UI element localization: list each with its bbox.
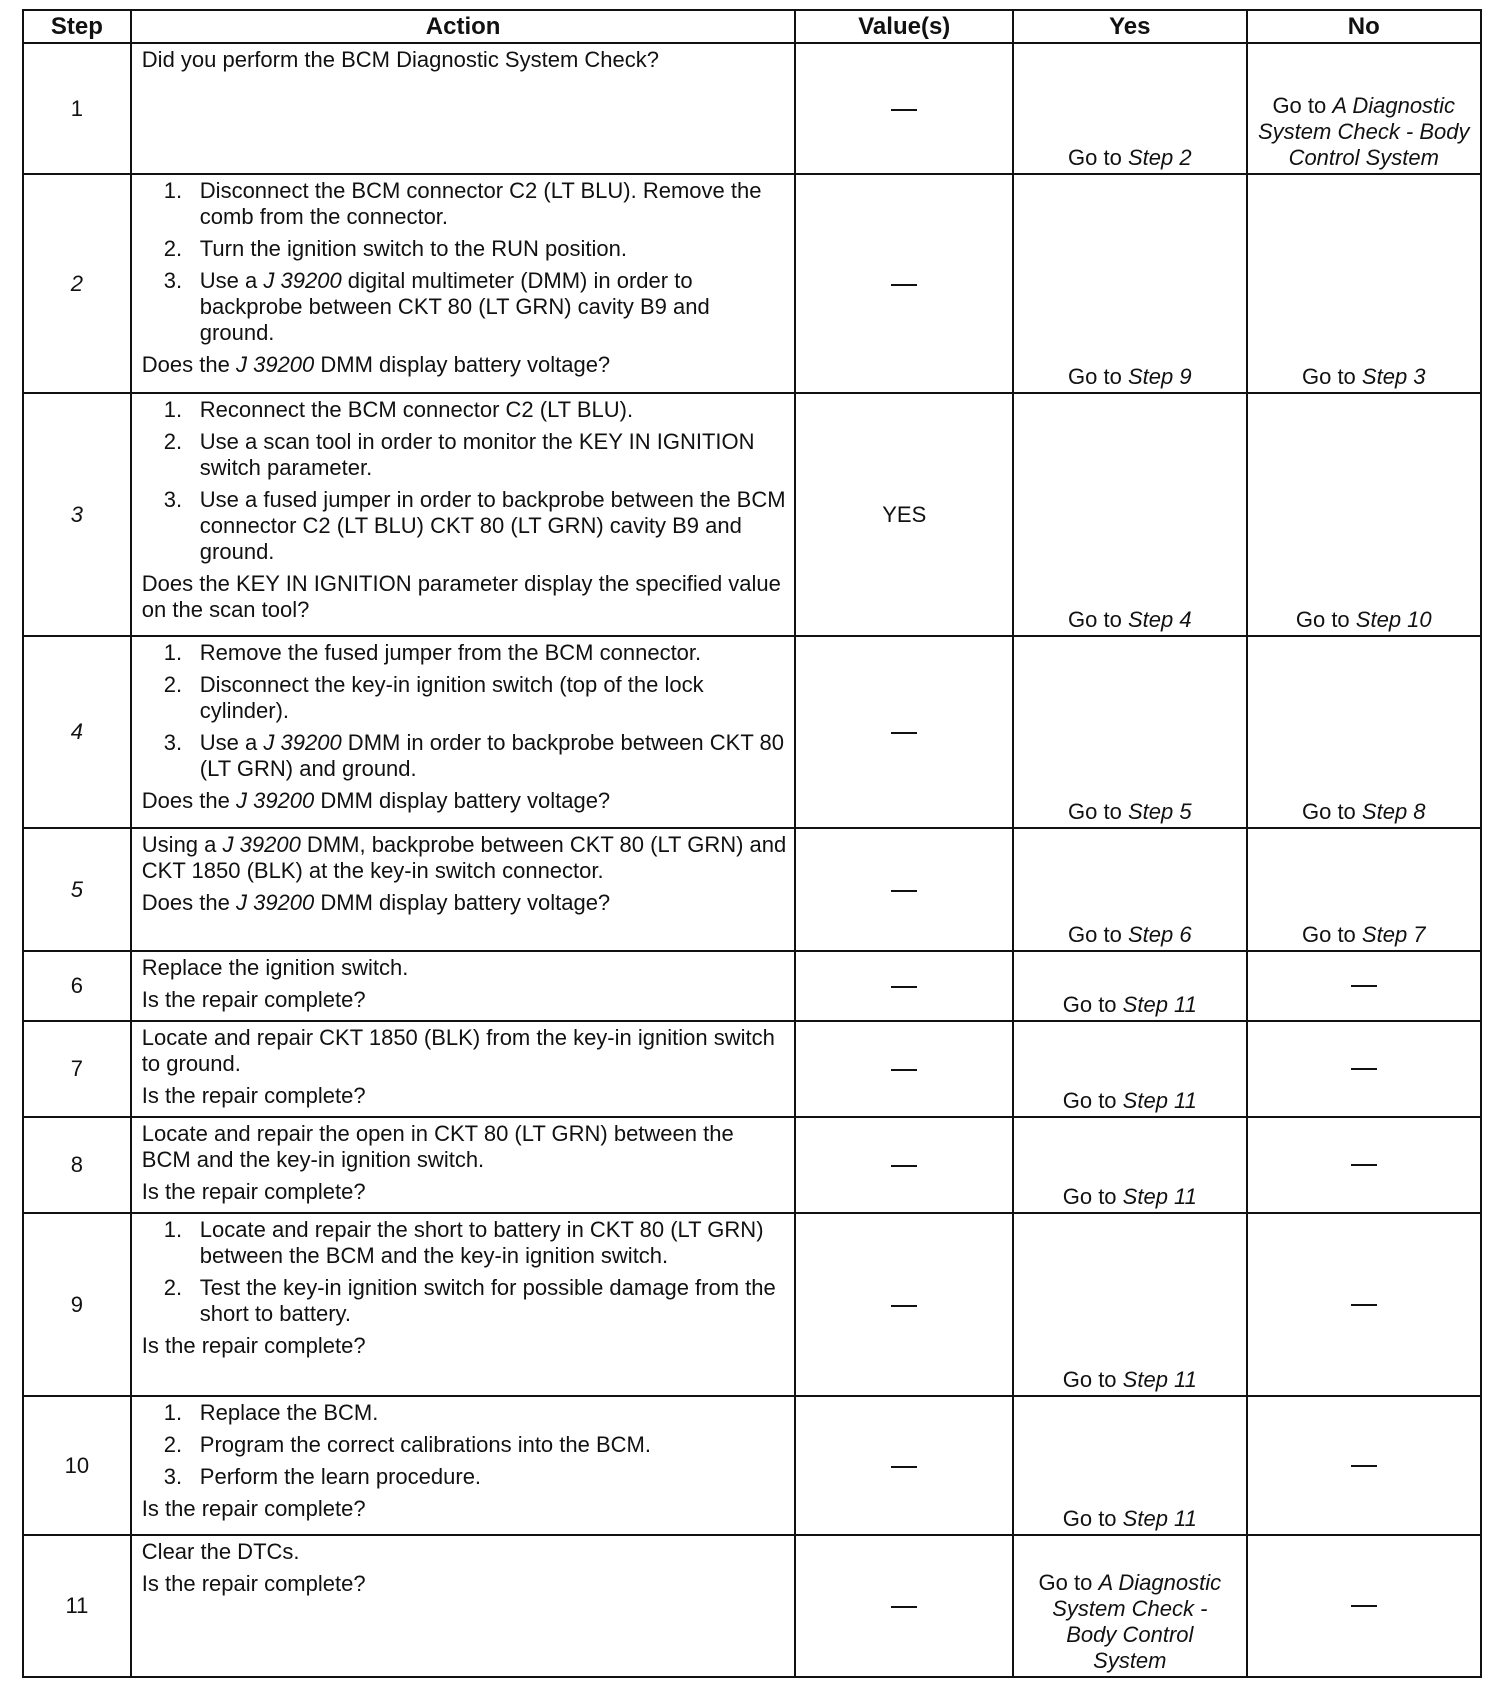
table-row [23,828,1481,951]
header-no: No [1247,10,1481,43]
yes-ref: Step 11 [1122,1367,1197,1392]
table-row [23,1021,1481,1117]
yes-ref: Step 11 [1122,1506,1197,1531]
no-cell: Go to Step 7 [1247,828,1481,951]
action-question: Is the repair complete? [141,987,366,1012]
action-cell [131,174,796,393]
action-item: 3. Use a J 39200 digital multimeter (DMM) in order to backprobe between CKT 80 (LT GRN) cavity B9 and ground. [163,268,710,345]
yes-ref: Step 5 [1127,799,1192,824]
action-item: 3. Use a fused jumper in order to backprobe between the BCM connector C2 (LT BLU) CKT 80 (LT GRN) cavity B9 and ground. [163,487,786,564]
no-ref: A Diagnostic System Check - Body Control System [1258,93,1470,170]
yes-cell [1013,43,1246,174]
action-text: Replace the ignition switch. [141,955,409,980]
value-dash [891,1606,917,1608]
table-row [23,1396,1481,1535]
value-cell [795,951,1013,1021]
value-cell [795,1117,1013,1213]
value-cell [795,43,1013,174]
action-item: 2. Disconnect the key-in ignition switch (top of the lock cylinder). [163,672,704,723]
action-question: Is the repair complete? [141,1571,366,1596]
action-item: 1. Disconnect the BCM connector C2 (LT BLU). Remove the comb from the connector. [163,178,762,229]
action-list [142,1400,787,1490]
action-question: Does the KEY IN IGNITION parameter display the specified value on the scan tool? [141,571,781,622]
action-cell [131,393,796,636]
yes-ref: Step 6 [1127,922,1192,947]
action-item: 2. Program the correct calibrations into the BCM. [163,1432,651,1457]
action-item: 1. Locate and repair the short to battery in CKT 80 (LT GRN) between the BCM and the key-in ignition switch. [163,1217,764,1268]
yes-ref: A Diagnostic System Check - Body Control System [1052,1570,1222,1673]
header-step: Step [23,10,131,43]
action-question: Does the J 39200 DMM display battery voltage? [141,788,611,813]
action-question: Is the repair complete? [141,1496,366,1521]
no-prefix: Go to [1272,93,1327,118]
action-item: 1. Reconnect the BCM connector C2 (LT BLU). [163,397,634,422]
action-cell [131,1021,796,1117]
yes-cell: Go to Step 11 [1013,1021,1246,1117]
value-dash [891,1165,917,1167]
action-question: Does the J 39200 DMM display battery voltage? [141,352,611,377]
step-number: 11 [23,1535,131,1677]
value-cell [795,1021,1013,1117]
table-row [23,43,1481,174]
value-cell [795,1535,1013,1677]
no-cell [1247,1535,1481,1677]
action-cell [131,43,796,174]
table-row [23,1535,1481,1677]
step-number: 9 [23,1213,131,1396]
no-cell [1247,43,1481,174]
yes-ref: Step 11 [1122,1088,1197,1113]
table-row [23,636,1481,828]
value-dash [891,732,917,734]
step-number: 10 [23,1396,131,1535]
no-cell: Go to Step 8 [1247,636,1481,828]
action-text: Did you perform the BCM Diagnostic System Check? [141,47,659,72]
value-cell [795,636,1013,828]
value-dash [891,109,917,111]
yes-ref: Step 11 [1122,992,1197,1017]
step-number: 3 [23,393,131,636]
no-ref: Step 3 [1361,364,1426,389]
action-question: Is the repair complete? [141,1333,366,1358]
action-cell [131,1213,796,1396]
action-text: Clear the DTCs. [141,1539,300,1564]
no-dash [1351,1068,1377,1070]
no-cell: Go to Step 3 [1247,174,1481,393]
no-ref: Step 7 [1361,922,1426,947]
yes-cell: Go to Step 11 [1013,1213,1246,1396]
action-item: 2. Use a scan tool in order to monitor the KEY IN IGNITION switch parameter. [163,429,755,480]
step-number: 4 [23,636,131,828]
no-cell [1247,1021,1481,1117]
action-list [142,178,787,346]
diagnostic-table-page [22,9,1482,1678]
value-cell: YES [795,393,1013,636]
action-cell [131,636,796,828]
header-yes: Yes [1013,10,1246,43]
yes-ref: Step 2 [1127,145,1192,170]
no-ref: Step 10 [1355,607,1432,632]
no-ref: Step 8 [1361,799,1426,824]
no-cell: Go to Step 10 [1247,393,1481,636]
no-dash [1351,1164,1377,1166]
step-number: 6 [23,951,131,1021]
action-list [142,1217,787,1327]
value-cell [795,1213,1013,1396]
yes-cell: Go to Step 4 [1013,393,1246,636]
yes-cell: Go to Step 11 [1013,1396,1246,1535]
yes-ref: Step 4 [1127,607,1192,632]
action-cell [131,828,796,951]
yes-ref: Step 11 [1122,1184,1197,1209]
no-dash [1351,1605,1377,1607]
yes-cell: Go to Step 11 [1013,951,1246,1021]
table-header-row [23,10,1481,43]
yes-cell: Go to Step 11 [1013,1117,1246,1213]
action-question: Is the repair complete? [141,1083,366,1108]
action-list [142,640,787,782]
action-item: 1. Replace the BCM. [163,1400,379,1425]
action-item: 3. Use a J 39200 DMM in order to backprobe between CKT 80 (LT GRN) and ground. [163,730,784,781]
value-dash [891,890,917,892]
action-item: 2. Turn the ignition switch to the RUN position. [163,236,627,261]
value-cell [795,828,1013,951]
step-number: 8 [23,1117,131,1213]
no-dash [1351,1465,1377,1467]
no-cell [1247,1117,1481,1213]
step-number: 7 [23,1021,131,1117]
step-number: 1 [23,43,131,174]
yes-cell: Go to Step 6 [1013,828,1246,951]
no-cell [1247,1213,1481,1396]
action-cell [131,951,796,1021]
value-dash [891,986,917,988]
action-text: Using a J 39200 DMM, backprobe between CKT 80 (LT GRN) and CKT 1850 (BLK) at the key-in switch connector. [141,832,787,883]
no-cell [1247,1396,1481,1535]
value-dash [891,1466,917,1468]
action-item: 2. Test the key-in ignition switch for possible damage from the short to battery. [163,1275,776,1326]
value-cell [795,1396,1013,1535]
header-action: Action [131,10,796,43]
action-cell [131,1117,796,1213]
value-dash [891,284,917,286]
no-dash [1351,985,1377,987]
action-item: 1. Remove the fused jumper from the BCM connector. [163,640,702,665]
table-row [23,393,1481,636]
value-dash [891,1305,917,1307]
table-row [23,1213,1481,1396]
no-dash [1351,1304,1377,1306]
yes-cell: Go to A Diagnostic System Check - Body Control System [1013,1535,1246,1677]
action-item: 3. Perform the learn procedure. [163,1464,482,1489]
action-text: Locate and repair the open in CKT 80 (LT GRN) between the BCM and the key-in ignition switch. [141,1121,734,1172]
action-question: Is the repair complete? [141,1179,366,1204]
table-row [23,1117,1481,1213]
yes-ref: Step 9 [1127,364,1192,389]
step-number: 2 [23,174,131,393]
diagnostic-table [22,9,1482,1678]
action-text: Locate and repair CKT 1850 (BLK) from the key-in ignition switch to ground. [141,1025,775,1076]
no-cell [1247,951,1481,1021]
action-cell [131,1396,796,1535]
value-cell [795,174,1013,393]
yes-cell: Go to Step 5 [1013,636,1246,828]
value-dash [891,1069,917,1071]
yes-cell: Go to Step 9 [1013,174,1246,393]
table-row [23,951,1481,1021]
table-row [23,174,1481,393]
action-question: Does the J 39200 DMM display battery voltage? [141,890,611,915]
yes-prefix: Go to [1068,145,1122,170]
header-values: Value(s) [795,10,1013,43]
step-number: 5 [23,828,131,951]
action-cell [131,1535,796,1677]
action-list [142,397,787,565]
